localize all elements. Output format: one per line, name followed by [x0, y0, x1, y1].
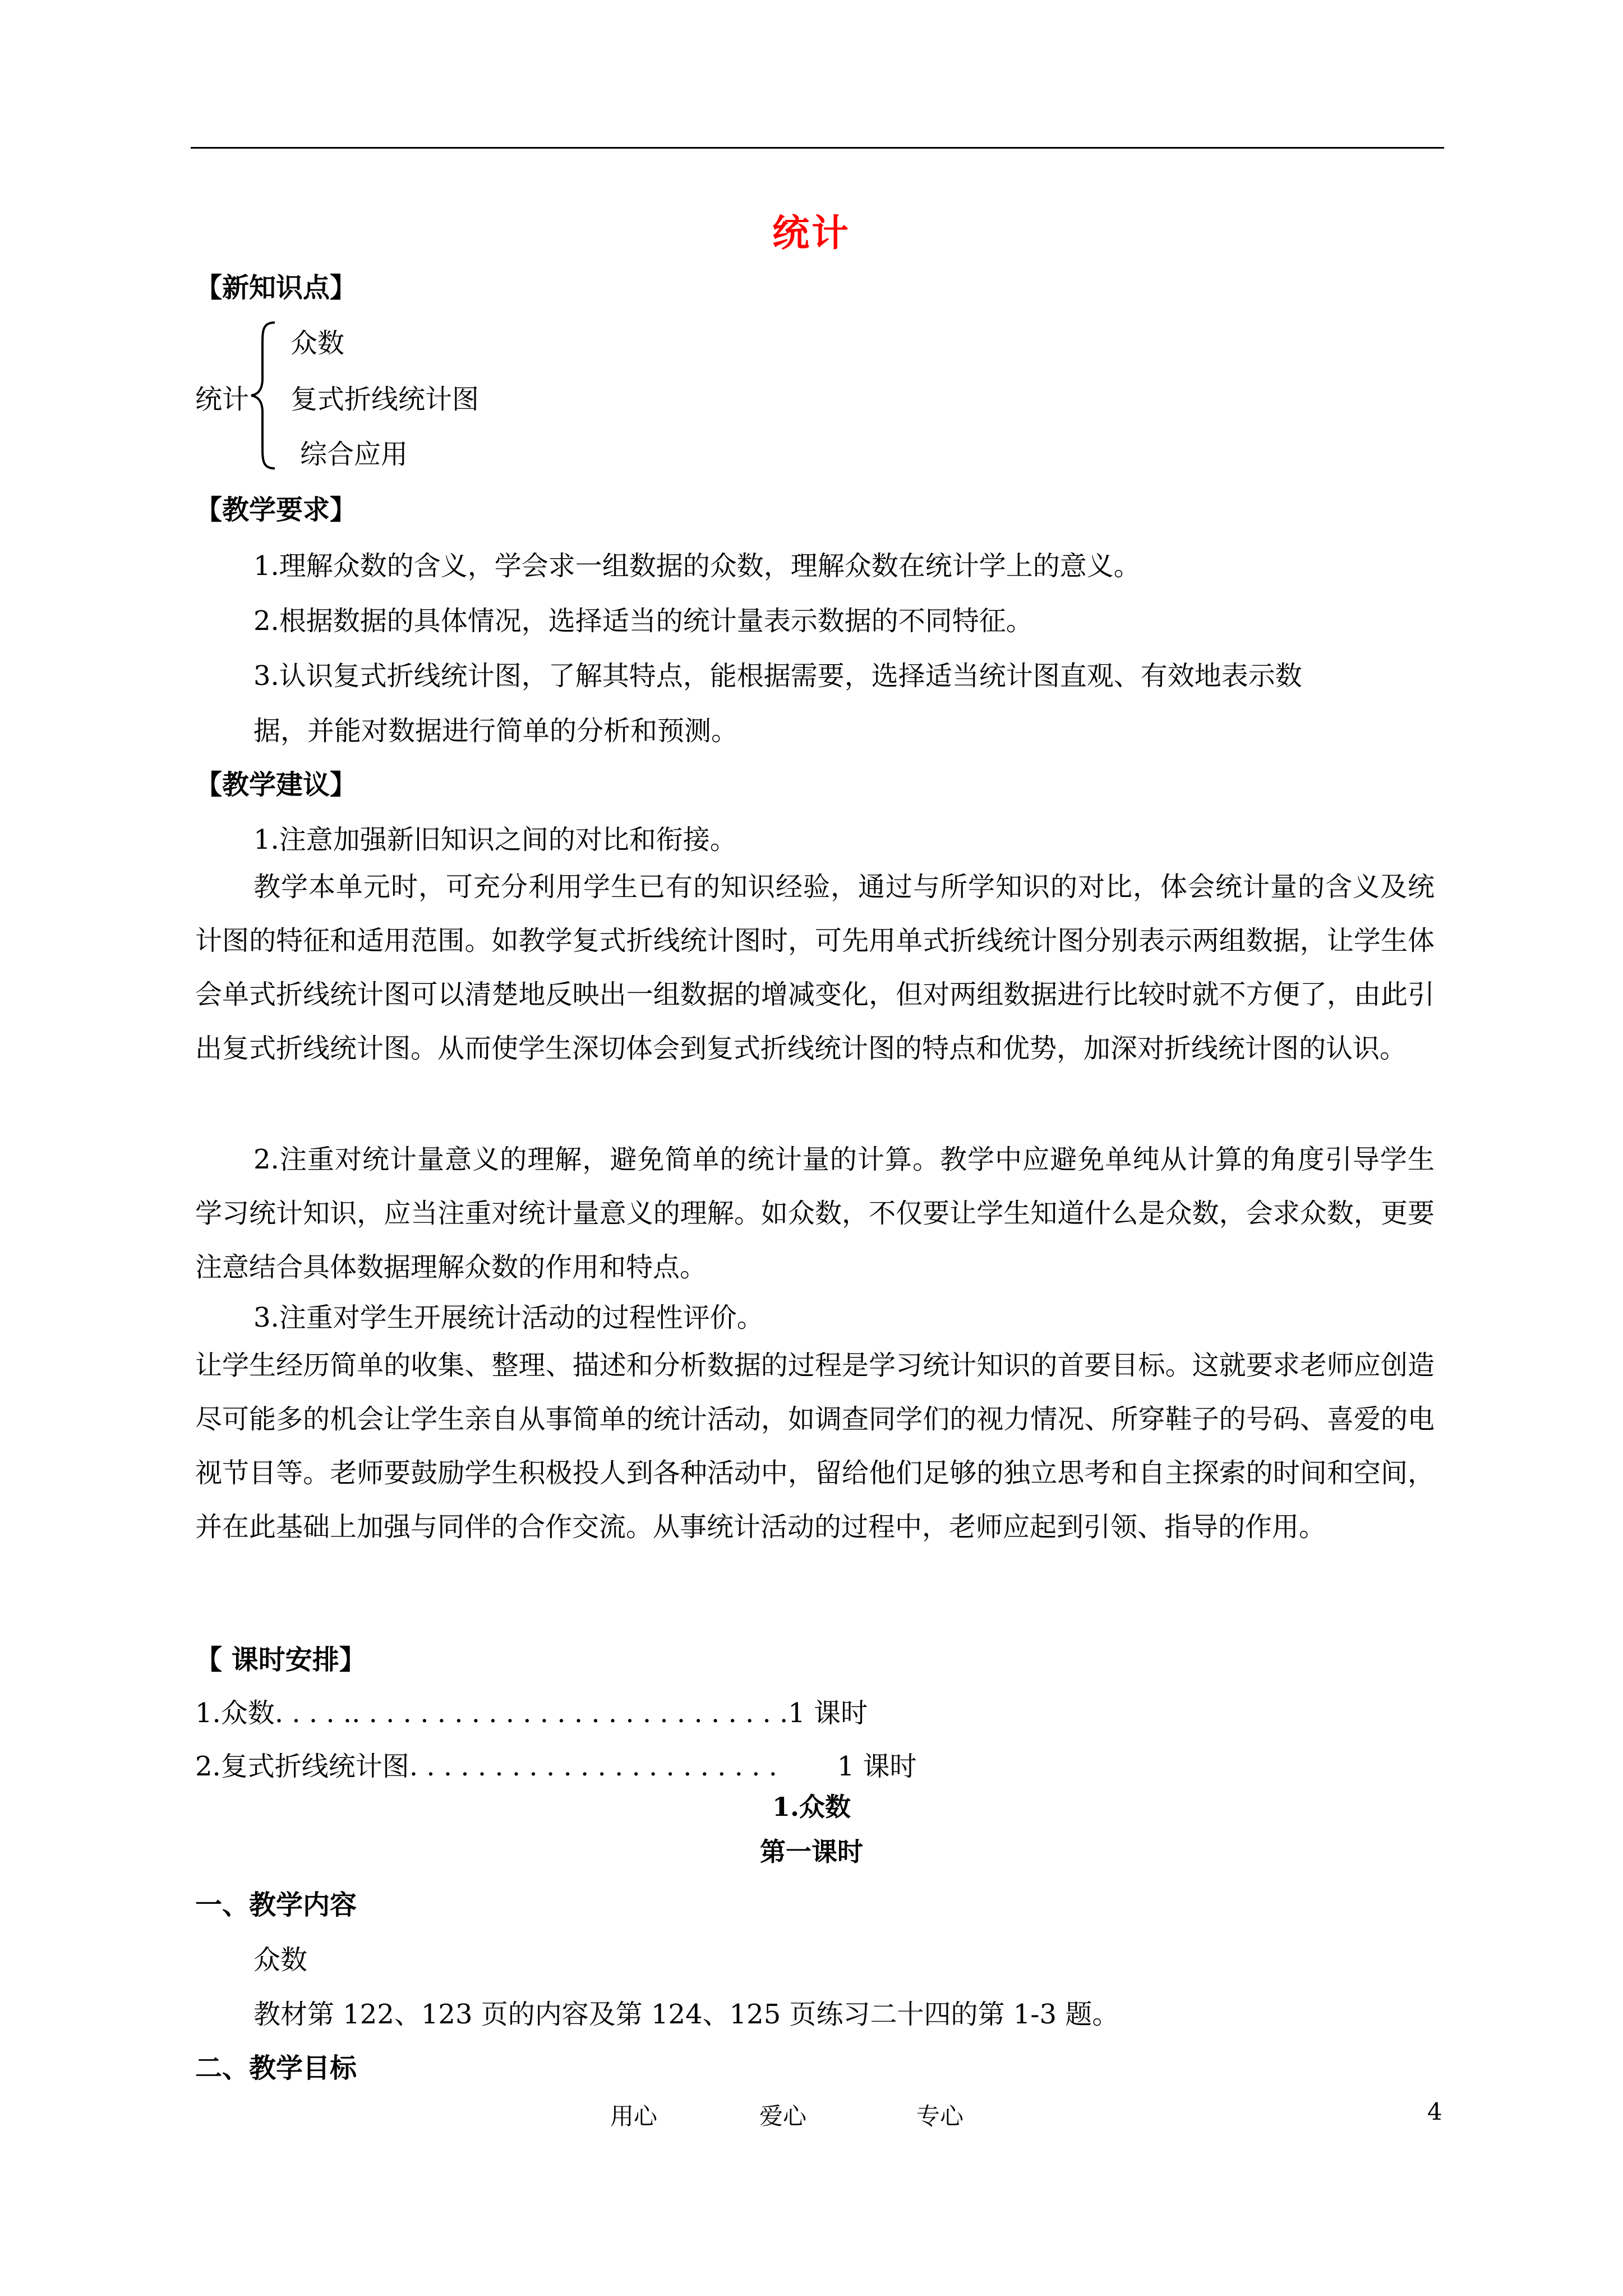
footer-motto-3: 专心: [916, 2102, 964, 2130]
suggestion-1-paragraph: 教学本单元时，可充分利用学生已有的知识经验，通过与所学知识的对比，体会统计量的含义及统计图的特征和适用范围。如教学复式折线统计图时，可先用单式折线统计图分别表示两组数据，让学生体会单式折线统计图可以清楚地反映出一组数据的增减变化，但对两组数据进行比较时就不方便了，由此引出复式折线统计图。从而使学生深切体会到复式折线统计图的特点和优势，加深对折线统计图的认识。: [195, 871, 1435, 1064]
heading-requirements: 【教学要求】: [195, 494, 357, 526]
requirement-3-cont: 据，并能对数据进行简单的分析和预测。: [253, 715, 739, 747]
heading-goals: 二、教学目标: [195, 2053, 357, 2084]
heading-suggestions: 【教学建议】: [195, 769, 357, 800]
tree-root: 统计: [195, 384, 250, 415]
page-number: 4: [1427, 2098, 1442, 2125]
tree-item-mode: 众数: [291, 328, 345, 359]
lesson-subtitle: 第一课时: [760, 1837, 863, 1867]
suggestion-2-paragraph: 2.注重对统计量意义的理解，避免简单的统计量的计算。教学中应避免单纯从计算的角度引导学生学习统计知识，应当注重对统计量意义的理解。如众数，不仅要让学生知道什么是众数，会求众数，更要注意结合具体数据理解众数的作用和特点。: [195, 1144, 1435, 1283]
lesson-title: 1.众数: [772, 1792, 851, 1822]
heading-schedule: 【 课时安排】: [195, 1644, 366, 1676]
footer-motto-1: 用心: [610, 2102, 658, 2130]
suggestion-1-title: 1.注意加强新旧知识之间的对比和衔接。: [253, 824, 737, 855]
curly-brace-icon: [247, 320, 280, 471]
schedule-item-name: 1.众数: [195, 1697, 275, 1729]
schedule-leader-dots: . . . . .. . . . . . . . . . . . . . . . . . . . . . . . . .: [274, 1697, 789, 1729]
content-line-2: 教材第 122、123 页的内容及第 124、125 页练习二十四的第 1-3 题。: [253, 1999, 1119, 2030]
heading-new-knowledge: 【新知识点】: [195, 272, 357, 303]
schedule-row: [195, 1691, 868, 1730]
schedule-leader-dots: . . . . . . . . . . . . . . . . . . . . . .: [409, 1751, 777, 1782]
requirement-2: 2.根据数据的具体情况，选择适当的统计量表示数据的不同特征。: [253, 605, 1033, 637]
requirement-3: 3.认识复式折线统计图，了解其特点，能根据需要，选择适当统计图直观、有效地表示数: [253, 660, 1302, 692]
schedule-hours: 1 课时: [788, 1697, 868, 1729]
tree-item-compound-line-chart: 复式折线统计图: [291, 384, 479, 415]
header-rule: [191, 147, 1444, 149]
footer-motto-2: 爱心: [759, 2102, 807, 2130]
heading-content: 一、教学内容: [195, 1889, 357, 1921]
tree-item-comprehensive-use: 综合应用: [300, 439, 408, 470]
page-title: 统计: [772, 211, 851, 255]
suggestion-3-paragraph: 让学生经历简单的收集、整理、描述和分析数据的过程是学习统计知识的首要目标。这就要求老师应创造尽可能多的机会让学生亲自从事简单的统计活动，如调查同学们的视力情况、所穿鞋子的号码、喜爱的电视节目等。老师要鼓励学生积极投人到各种活动中，留给他们足够的独立思考和自主探索的时间和空间，并在此基础上加强与同伴的合作交流。从事统计活动的过程中，老师应起到引领、指导的作用。: [195, 1350, 1435, 1543]
requirement-1: 1.理解众数的含义，学会求一组数据的众数，理解众数在统计学上的意义。: [253, 550, 1141, 582]
schedule-item-name: 2.复式折线统计图: [195, 1751, 409, 1782]
suggestion-3-title: 3.注重对学生开展统计活动的过程性评价。: [253, 1302, 764, 1333]
schedule-hours: 1 课时: [837, 1751, 917, 1782]
content-line-1: 众数: [253, 1944, 308, 1976]
schedule-row: [195, 1745, 917, 1783]
